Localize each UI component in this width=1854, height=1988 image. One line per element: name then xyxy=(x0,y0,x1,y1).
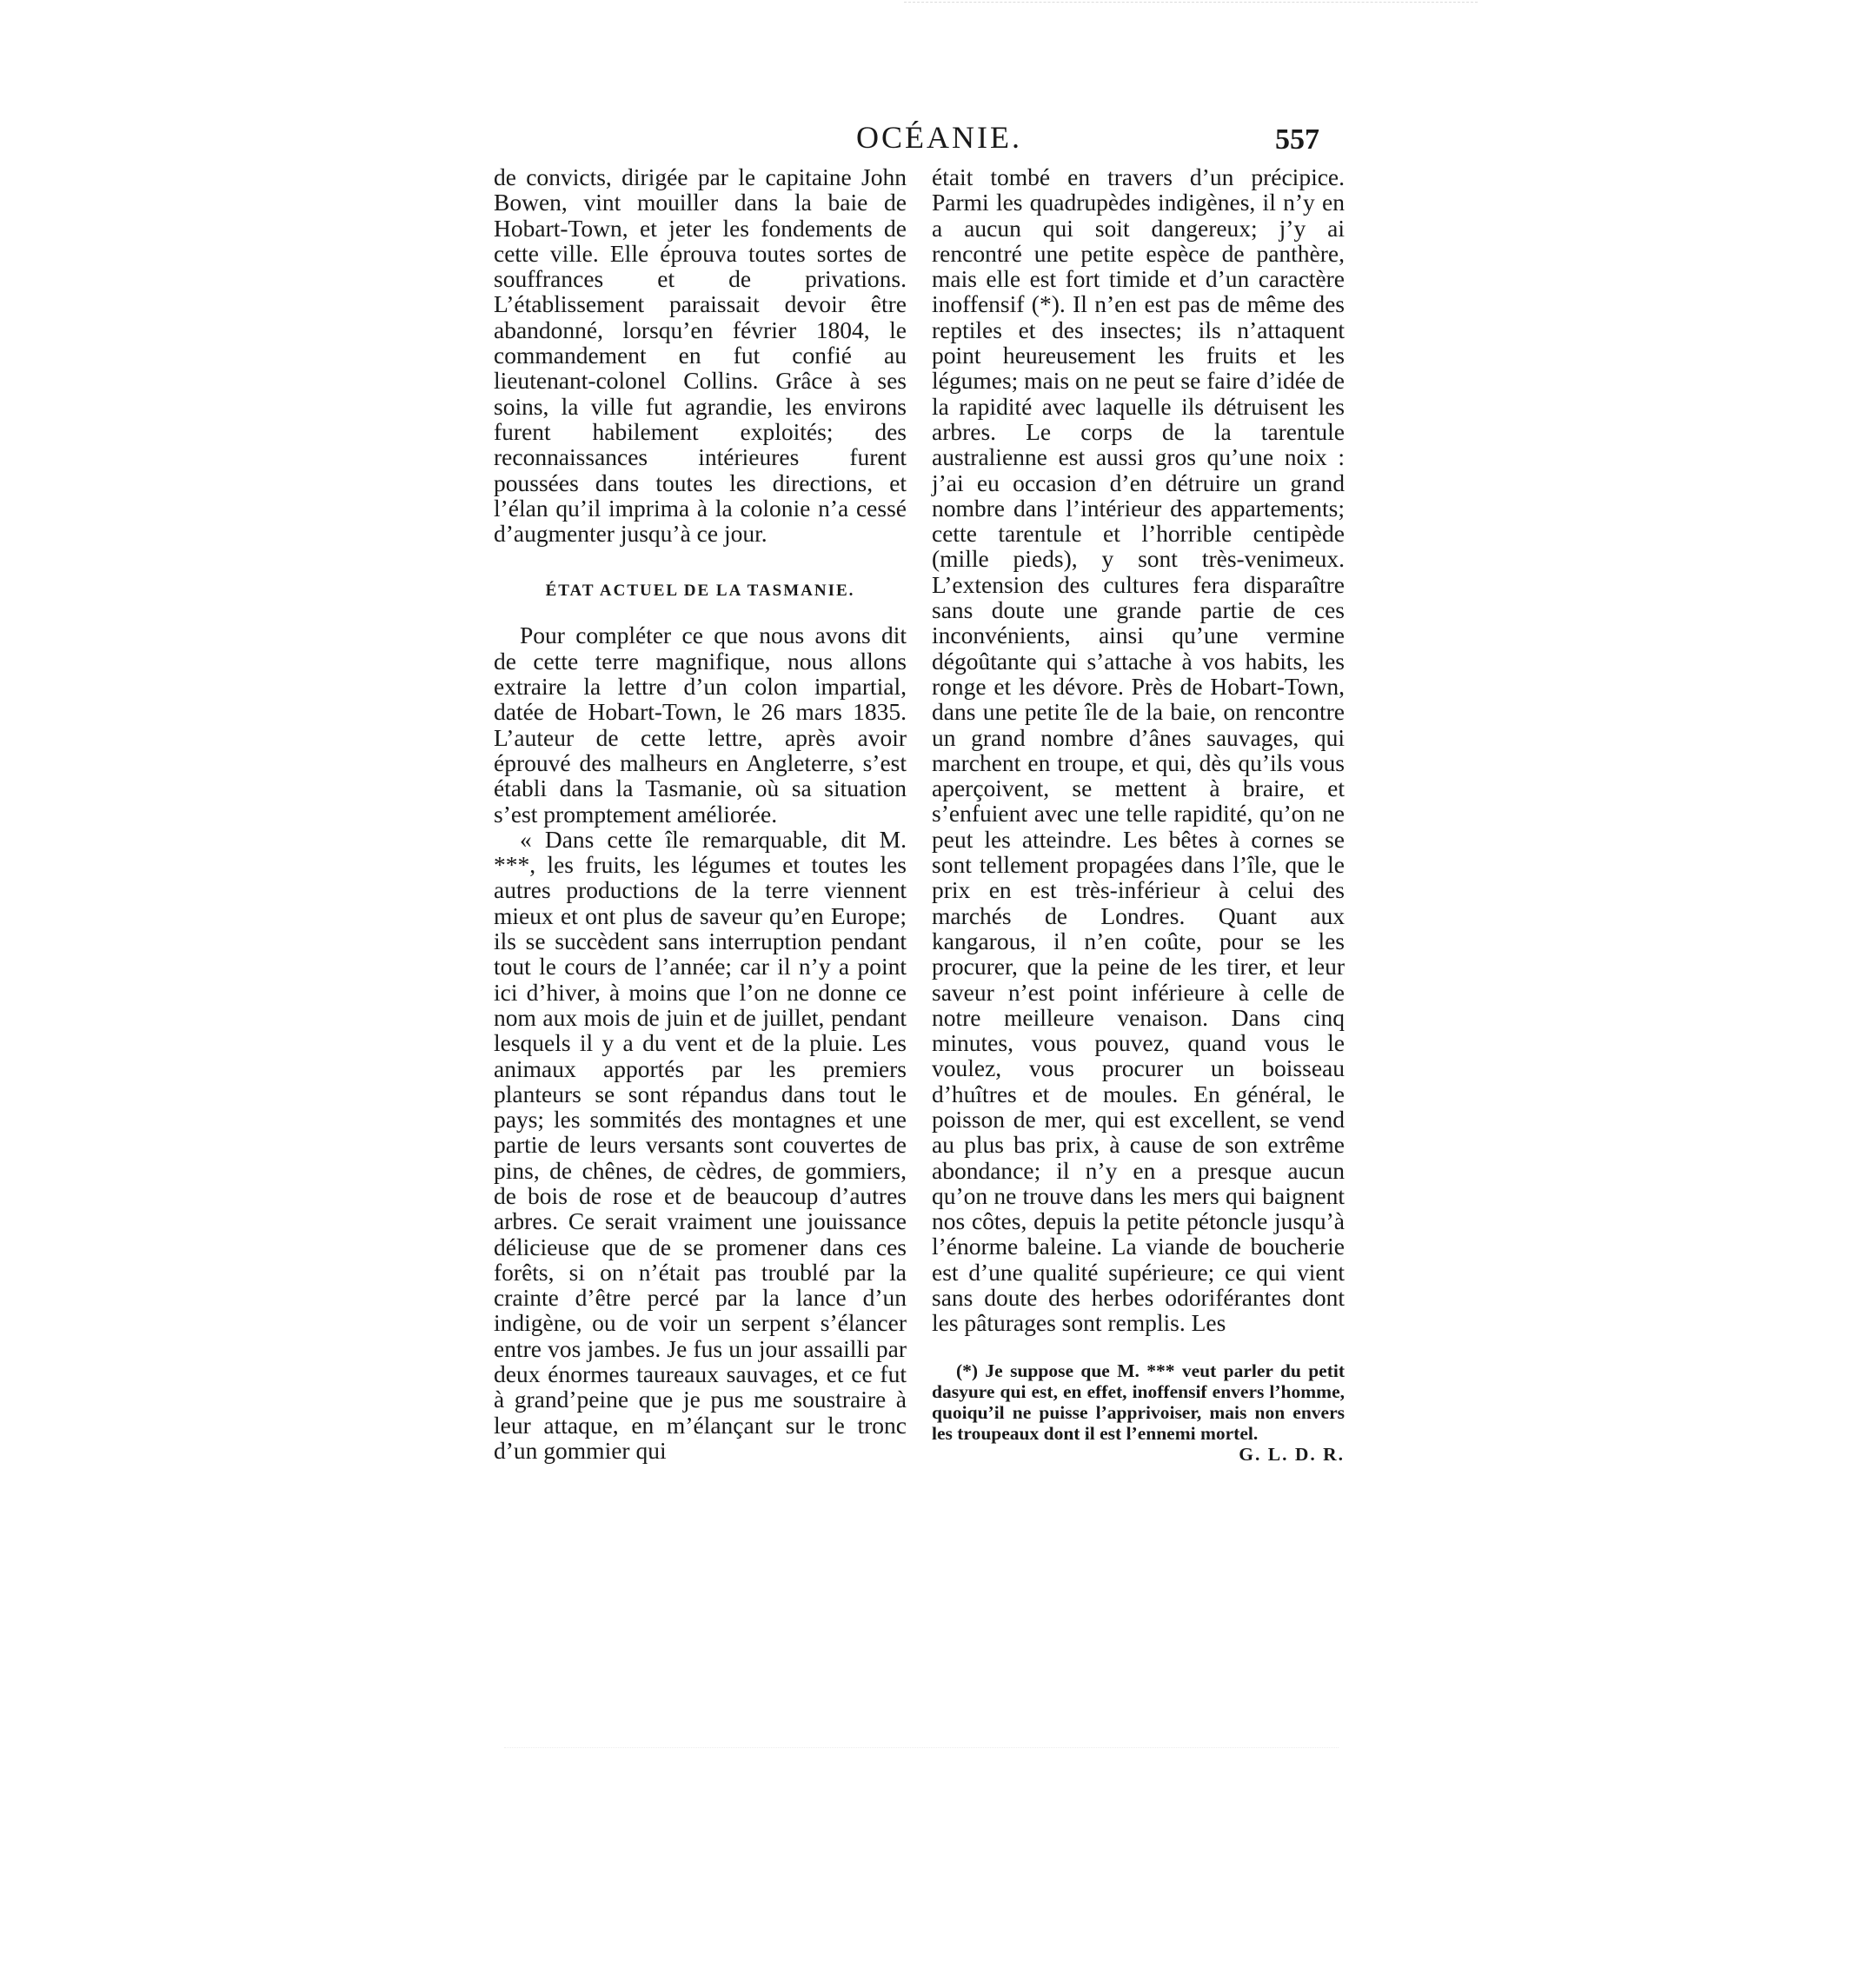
scan-artifact-top xyxy=(904,2,1478,8)
footnote-signature: G. L. D. R. xyxy=(1239,1443,1345,1465)
left-column xyxy=(494,164,907,1463)
running-head: OCÉANIE. xyxy=(856,120,1022,155)
footnote-text: (*) Je suppose que M. *** veut parler du petit dasyure qui est, en effet, inoffensif envers l’homme, quoiqu’il ne puisse l’apprivoiser, mais non envers les troupeaux dont il est l’ennemi mortel. xyxy=(932,1360,1345,1444)
footnote xyxy=(932,1360,1345,1465)
scan-artifact-bottom xyxy=(504,1747,1339,1752)
paragraph-letter-start: « Dans cette île remarquable, dit M. ***, les fruits, les légumes et toutes les autres productions de la terre viennent mieux et ont plus de saveur qu’en Europe; ils se succèdent sans interruption pendant tout le cours de l’année; car il n’y a point ici d’hiver, à moins que l’on ne donne ce nom aux mois de juin et de juillet, pendant lesquels il y a du vent et de la pluie. Les animaux apportés par les premiers planteurs se sont répandus dans tout le pays; les sommités des montagnes et une partie de leurs versants sont couvertes de pins, de chênes, de cèdres, de gommiers, de bois de rose et de beaucoup d’autres arbres. Ce serait vraiment une jouissance délicieuse que de se promener dans ces forêts, si on n’était pas troublé par la crainte d’être percé par la lance d’un indigène, ou de voir un serpent s’élancer entre vos jambes. Je fus un jour assailli par deux énormes taureaux sauvages, et ce fut à grand’peine que je pus me soustraire à leur attaque, en m’élançant sur le tronc d’un gommier qui xyxy=(494,825,907,1464)
paragraph-letter-continued: était tombé en travers d’un précipice. Parmi les quadrupèdes indigènes, il n’y en a aucun qui soit dangereux; j’y ai rencontré une petite espèce de panthère, mais elle est fort timide et d’un caractère inoffensif (*). Il n’en est pas de même des reptiles et des insectes; ils n’attaquent point heureusement les fruits et les légumes; mais on ne peut se faire d’idée de la rapidité avec laquelle ils détruisent les arbres. Le corps de la tarentule australienne est aussi gros qu’une noix : j’ai eu occasion d’en détruire un grand nombre dans l’intérieur des appartements; cette tarentule et l’horrible centipède (mille pieds), y sont très-venimeux. L’extension des cultures fera disparaître sans doute une grande partie de ces inconvénients, ainsi qu’une vermine dégoûtante qui s’attache à vos habits, les ronge et les dévore. Près de Hobart-Town, dans une petite île de la baie, on rencontre un grand nombre d’ânes sauvages, qui marchent en troupe, et qui, dès qu’ils vous aperçoivent, se mettent à braire, et s’enfuient avec une telle rapidité, qu’on ne peut les atteindre. Les bêtes à cornes se sont tellement propagées dans l’île, que le prix en est très-inférieur à celui des marchés de Londres. Quant aux kangarous, il n’en coûte, pour se les procurer, que la peine de les tirer, et leur saveur n’est point inférieure à celle de notre meilleure venaison. Dans cinq minutes, vous pouvez, quand vous le voulez, vous procurer un boisseau d’huîtres et de moules. En général, le poisson de mer, qui est excellent, se vend au plus bas prix, à cause de son extrême abondance; il n’y en a presque aucun qu’on ne trouve dans les mers qui baignent nos côtes, depuis la petite pétoncle jusqu’à l’énorme baleine. La viande de boucherie est d’une qualité supérieure; ce qui vient sans doute des herbes odoriférantes dont les pâturages sont remplis. Les xyxy=(932,163,1345,1337)
section-heading: ÉTAT ACTUEL DE LA TASMANIE. xyxy=(545,582,855,601)
page-number: 557 xyxy=(1275,123,1319,156)
paragraph-introduction: Pour compléter ce que nous avons dit de cette terre magnifique, nous allons extraire la lettre d’un colon impartial, datée de Hobart-Town, le 26 mars 1835. L’auteur de cette lettre, après avoir éprouvé des malheurs en Angleterre, s’est établi dans la Tasmanie, où sa situation s’est promptement améliorée. xyxy=(494,622,907,828)
paragraph-colonisation: de convicts, dirigée par le capitaine John Bowen, vint mouiller dans la baie de Hobart-Town, et jeter les fondements de cette ville. Elle éprouva toutes sortes de souffrances et de privations. L’établissement paraissait devoir être abandonné, lorsqu’en février 1804, le commandement en fut confié au lieutenant-colonel Collins. Grâce à ses soins, la ville fut agrandie, les environs furent habilement exploités; des reconnaissances intérieures furent poussées dans toutes les directions, et l’élan qu’il imprima à la colonie n’a cessé d’augmenter jusqu’à ce jour. xyxy=(494,163,907,548)
right-column xyxy=(932,164,1345,1465)
